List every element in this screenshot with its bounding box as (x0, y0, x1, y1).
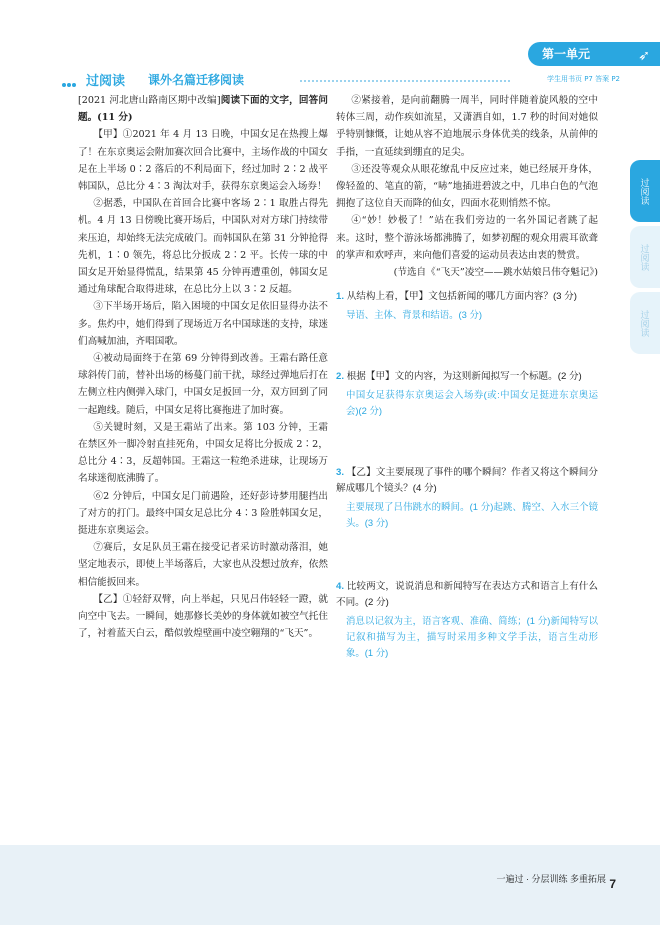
unit-tag (528, 42, 660, 66)
answer: 中国女足获得东京奥运会入场券(或:中国女足挺进东京奥运会)(2 分) (346, 389, 598, 417)
left-column (78, 92, 328, 643)
instruction (78, 92, 328, 126)
side-tabs (630, 160, 660, 358)
footer-text: 一遍过 · 分层训练 多重拓展 (496, 874, 606, 884)
passage-paragraph: ③下半场开场后，陷入困境的中国女足依旧显得办法不多。焦灼中，她们得到了现场近万名中国球迷的支持，球迷们高喊加油，齐唱国歌。 (78, 301, 328, 347)
passage-paragraph: ②据悉，中国队在首回合比赛中客场 2∶1 取胜占得先机。4 月 13 日傍晚比赛开场后，中国队对对方球门持续带来压迫，却始终无法完成破门。而韩国队在第 31 分钟抢得先机，1∶0 领先，将总比分扳成 2∶2 平。长传一球的中国女足开始显得慌乱，结果第 45 分钟再遭重创，韩国女足通过角球配合取得进球，在总比分上以 3∶2 反超。 (78, 198, 328, 296)
section-subtitle: 课外名篇迁移阅读 (148, 73, 245, 87)
question-text: 根据【甲】文的内容，为这则新闻拟写一个标题。(2 分) (346, 371, 582, 383)
section-title: 过阅读 (86, 74, 126, 89)
side-tab[interactable]: 过阅读 (630, 160, 660, 222)
passage-source: (节选自《“飞天”凌空——跳水姑娘吕伟夺魁记》) (393, 267, 598, 279)
side-tab[interactable]: 过阅读 (630, 292, 660, 354)
question-text: 【乙】文主要展现了事件的哪个瞬间？作者又将这个瞬间分解成哪几个镜头？(4 分) (336, 467, 599, 495)
section-logo-icon (62, 72, 84, 86)
page-number: 7 (609, 877, 616, 891)
question-number: 3. (336, 467, 345, 479)
question-text: 比较两文，说说消息和新闻特写在表达方式和语言上有什么不同。(2 分) (336, 581, 599, 609)
section-header (62, 70, 620, 90)
question (336, 465, 598, 497)
instruction-text: 阅读下面的文字，回答问题。(11 分) (78, 95, 328, 124)
side-tab[interactable]: 过阅读 (630, 226, 660, 288)
passage-paragraph: ⑦赛后，女足队员王霜在接受记者采访时激动落泪，她坚定地表示，即使上半场落后，大家也从没想过放弃，依然相信能扳回来。 (78, 542, 328, 588)
question (336, 579, 598, 611)
passage-paragraph: ③还没等观众从眼花缭乱中反应过来，她已经展开身体，像轻盈的、笔直的箭，“哧”地插进碧波之中，几串白色的气泡拥抱了这位自天而降的仙女，四面水花则悄然不惊。 (336, 163, 598, 210)
page-reference: 学生用书页 P7 答案 P2 (546, 75, 620, 83)
answer: 消息以记叙为主，语言客观、准确、简练；(1 分)新闻特写以记叙和描写为主，描写时采用多种文学手法，语言生动形象。(1 分) (346, 615, 598, 659)
exam-source: [2021 河北唐山路南区期中改编] (78, 95, 221, 106)
unit-tag-label: 第一单元 (542, 47, 591, 61)
rocket-icon: ➶ (638, 48, 650, 64)
answer: 主要展现了吕伟跳水的瞬间。(1 分)起跳、腾空、入水三个镜头。(3 分) (346, 501, 598, 529)
passage-paragraph: ④被动局面终于在第 69 分钟得到改善。王霜右路任意球斜传门前，替补出场的杨蔓门前干扰，球经过弹地后打在左侧立柱内侧弹入球门，中国女足扳回一分，双方回到了同一起跑线。随后，中国女足将比赛拖进了加时赛。 (78, 353, 328, 416)
passage-paragraph: 【甲】①2021 年 4 月 13 日晚，中国女足在热搜上爆了！在东京奥运会附加赛次回合比赛中，主场作战的中国女足在上半场 0∶2 落后的不利局面下，经过加时 2∶2 战平韩国队，总比分 4∶3 淘汰对手，获得东京奥运会入场券！ (78, 129, 328, 193)
question-number: 4. (336, 581, 345, 593)
passage-paragraph: ④“妙！妙极了！”站在我们旁边的一名外国记者跳了起来。这时，整个游泳场都沸腾了，如梦初醒的观众用震耳欲聋的掌声和欢呼声，来向他们喜爱的运动员表达由衷的赞赏。 (336, 215, 598, 261)
passage-paragraph: ②紧接着，是向前翻腾一周半，同时伴随着旋风般的空中转体三周，动作疾如流星，又潇洒自如，1.7 秒的时间对她似乎特别慷慨，让她从容不迫地展示身体优美的线条，从前伸的手指，一直延续到绷直的足尖。 (336, 95, 598, 158)
question (336, 289, 598, 305)
footer (0, 845, 660, 925)
question-number: 1. (336, 291, 345, 303)
passage-paragraph: ⑤关键时刻，又是王霜站了出来。第 103 分钟，王霜在禁区外一脚冷射直挂死角，中国女足将比分扳成 2∶2，总比分 4∶3，反超韩国。王霜这一粒绝杀进球，让现场万名球迷彻底沸腾了。 (78, 421, 328, 485)
question-text: 从结构上看，【甲】文包括新闻的哪几方面内容？(3 分) (346, 291, 577, 303)
question-number: 2. (336, 371, 345, 383)
right-column (336, 92, 598, 661)
answer: 导语、主体、背景和结语。(3 分) (346, 309, 482, 321)
header-divider (300, 80, 510, 82)
question (336, 369, 598, 385)
passage-paragraph: 【乙】①轻舒双臂，向上举起，只见吕伟轻轻一蹬，就向空中飞去。一瞬间，她那修长美妙的身体就如被空气托住了，衬着蓝天白云，酷似敦煌壁画中凌空翱翔的“飞天”。 (78, 593, 328, 640)
passage-paragraph: ⑥2 分钟后，中国女足门前遇险，还好彭诗梦用腿挡出了对方的打门。最终中国女足总比分 4∶3 险胜韩国女足，挺进东京奥运会。 (78, 490, 328, 537)
